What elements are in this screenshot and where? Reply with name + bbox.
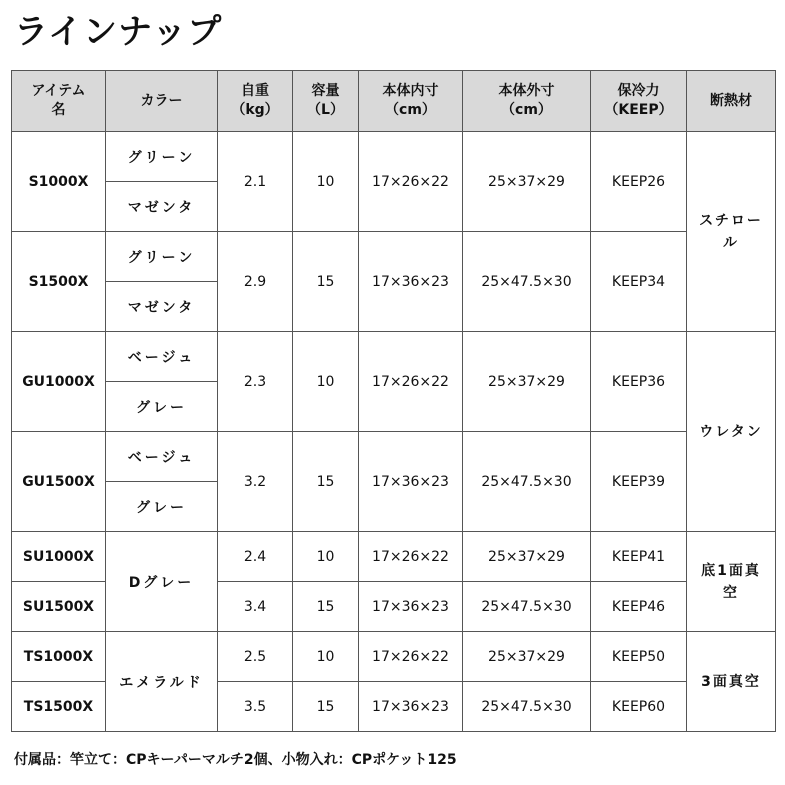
keep-cell: KEEP34 — [591, 232, 687, 332]
color-cell: Dグレー — [106, 532, 218, 632]
capacity-cell: 15 — [293, 432, 359, 532]
outer-size-cell: 25×37×29 — [463, 532, 591, 582]
header-row — [12, 71, 776, 132]
color-cell: グレー — [106, 482, 218, 532]
inner-size-cell: 17×26×22 — [359, 332, 463, 432]
header-item: アイテム 名 — [12, 71, 106, 132]
table-row — [12, 532, 776, 582]
color-cell: グリーン — [106, 232, 218, 282]
model-cell: SU1500X — [12, 582, 106, 632]
color-cell: マゼンタ — [106, 282, 218, 332]
keep-cell: KEEP39 — [591, 432, 687, 532]
outer-size-cell: 25×47.5×30 — [463, 682, 591, 732]
color-cell: マゼンタ — [106, 182, 218, 232]
header-keep: 保冷力 （KEEP） — [591, 71, 687, 132]
color-cell: ベージュ — [106, 332, 218, 382]
inner-size-cell: 17×26×22 — [359, 532, 463, 582]
keep-cell: KEEP60 — [591, 682, 687, 732]
model-cell: S1500X — [12, 232, 106, 332]
capacity-cell: 10 — [293, 332, 359, 432]
weight-cell: 3.4 — [218, 582, 293, 632]
keep-cell: KEEP36 — [591, 332, 687, 432]
header-capacity: 容量 （L） — [293, 71, 359, 132]
table-row — [12, 232, 776, 282]
header-inner-size: 本体内寸 （cm） — [359, 71, 463, 132]
insulation-cell: スチロー ル — [687, 132, 776, 332]
model-cell: GU1500X — [12, 432, 106, 532]
inner-size-cell: 17×26×22 — [359, 632, 463, 682]
weight-cell: 2.3 — [218, 332, 293, 432]
model-cell: TS1500X — [12, 682, 106, 732]
inner-size-cell: 17×36×23 — [359, 582, 463, 632]
header-color: カラー — [106, 71, 218, 132]
page-title: ラインナップ — [14, 12, 223, 52]
accessories-note: 付属品：竿立て：CPキーパーマルチ2個、小物入れ：CPポケット125 — [14, 752, 457, 768]
inner-size-cell: 17×26×22 — [359, 132, 463, 232]
header-insulation: 断熱材 — [687, 71, 776, 132]
keep-cell: KEEP50 — [591, 632, 687, 682]
model-cell: GU1000X — [12, 332, 106, 432]
table-row — [12, 332, 776, 382]
outer-size-cell: 25×37×29 — [463, 632, 591, 682]
inner-size-cell: 17×36×23 — [359, 232, 463, 332]
capacity-cell: 10 — [293, 632, 359, 682]
keep-cell: KEEP46 — [591, 582, 687, 632]
model-cell: TS1000X — [12, 632, 106, 682]
outer-size-cell: 25×47.5×30 — [463, 232, 591, 332]
insulation-cell: 底1面真 空 — [687, 532, 776, 632]
weight-cell: 2.5 — [218, 632, 293, 682]
weight-cell: 3.2 — [218, 432, 293, 532]
model-cell: S1000X — [12, 132, 106, 232]
capacity-cell: 15 — [293, 232, 359, 332]
color-cell: グリーン — [106, 132, 218, 182]
capacity-cell: 10 — [293, 532, 359, 582]
color-cell: ベージュ — [106, 432, 218, 482]
lineup-table — [11, 70, 776, 732]
model-cell: SU1000X — [12, 532, 106, 582]
outer-size-cell: 25×47.5×30 — [463, 582, 591, 632]
capacity-cell: 10 — [293, 132, 359, 232]
table-row — [12, 132, 776, 182]
outer-size-cell: 25×37×29 — [463, 132, 591, 232]
header-outer-size: 本体外寸 （cm） — [463, 71, 591, 132]
insulation-cell: ウレタン — [687, 332, 776, 532]
weight-cell: 2.1 — [218, 132, 293, 232]
table-row — [12, 432, 776, 482]
weight-cell: 2.9 — [218, 232, 293, 332]
keep-cell: KEEP41 — [591, 532, 687, 582]
weight-cell: 2.4 — [218, 532, 293, 582]
color-cell: グレー — [106, 382, 218, 432]
inner-size-cell: 17×36×23 — [359, 682, 463, 732]
table-row — [12, 632, 776, 682]
keep-cell: KEEP26 — [591, 132, 687, 232]
outer-size-cell: 25×37×29 — [463, 332, 591, 432]
inner-size-cell: 17×36×23 — [359, 432, 463, 532]
capacity-cell: 15 — [293, 682, 359, 732]
color-cell: エメラルド — [106, 632, 218, 732]
outer-size-cell: 25×47.5×30 — [463, 432, 591, 532]
insulation-cell: 3面真空 — [687, 632, 776, 732]
header-weight: 自重 （kg） — [218, 71, 293, 132]
weight-cell: 3.5 — [218, 682, 293, 732]
capacity-cell: 15 — [293, 582, 359, 632]
